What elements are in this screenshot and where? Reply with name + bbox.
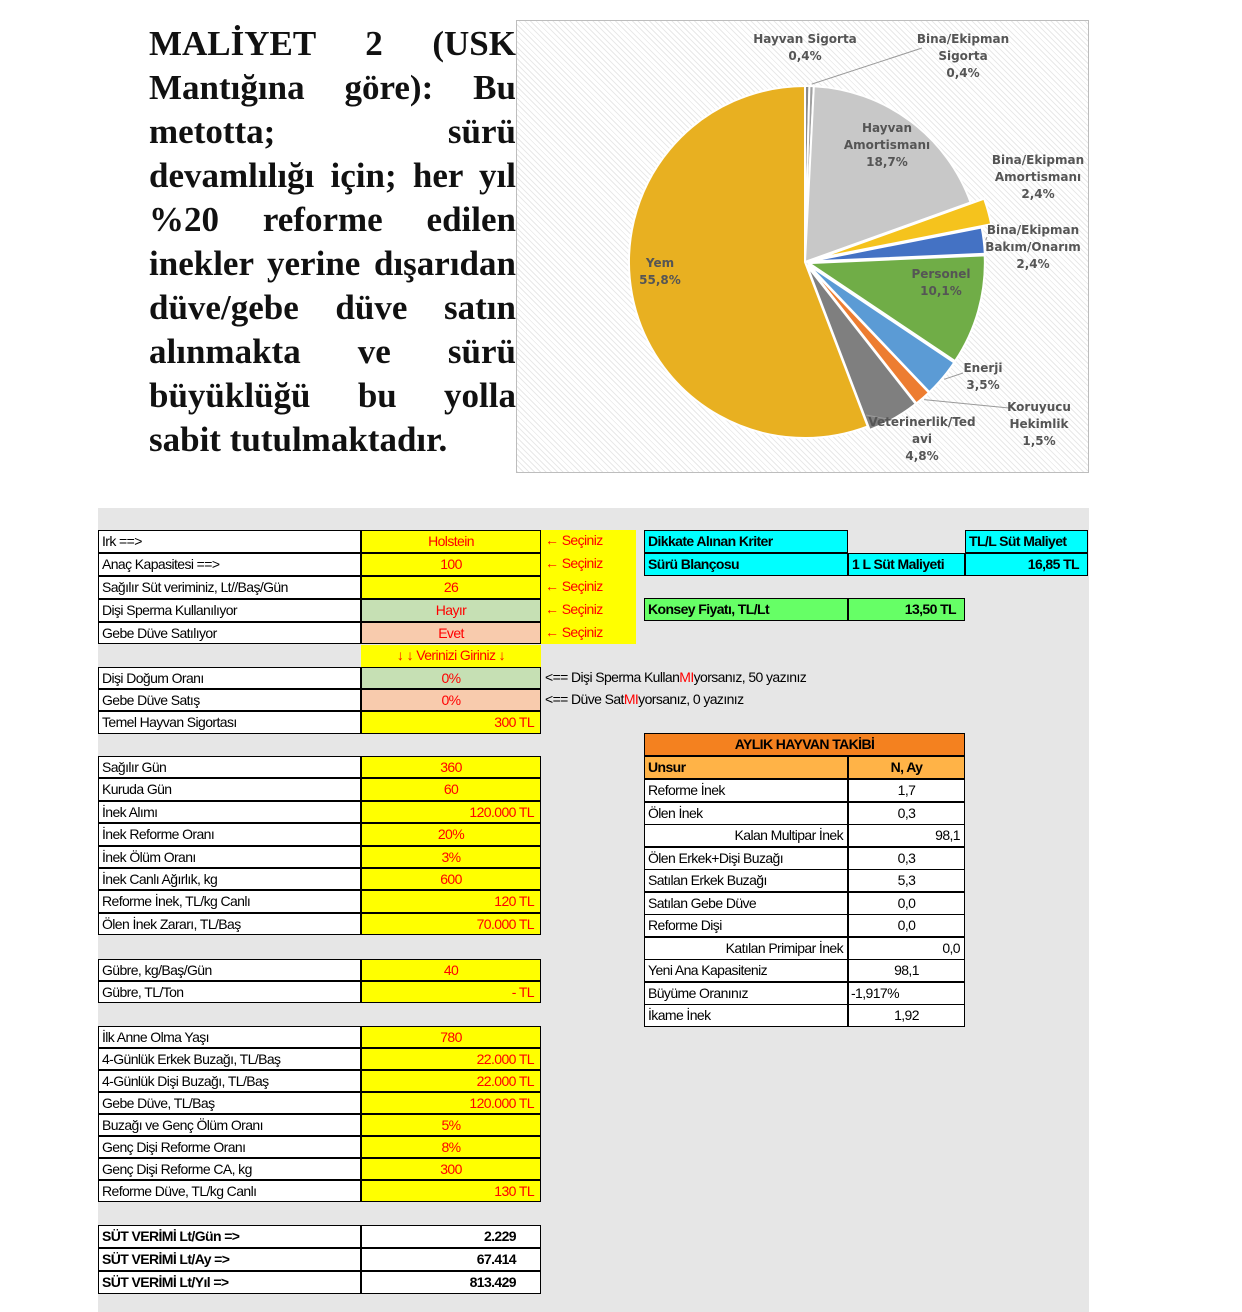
input-label: Reforme Düve, TL/kg Canlı bbox=[98, 1180, 361, 1202]
pie-label: Enerji 3,5% bbox=[963, 361, 1003, 392]
input-label: İnek Ölüm Oranı bbox=[98, 846, 361, 868]
input-label: İnek Alımı bbox=[98, 801, 361, 823]
sexed-semen-select[interactable]: Hayır bbox=[361, 599, 541, 622]
input-label: Dişi Doğum Oranı bbox=[98, 667, 361, 689]
select-hint: ← Seçiniz bbox=[541, 553, 636, 576]
input-label: 4-Günlük Erkek Buzağı, TL/Baş bbox=[98, 1048, 361, 1070]
parameter-input[interactable]: 120.000 TL bbox=[361, 801, 541, 823]
parameter-input[interactable]: 300 bbox=[361, 1158, 541, 1180]
monthly-row-value: 1,7 bbox=[848, 779, 965, 802]
monthly-row-value: 0,0 bbox=[848, 937, 965, 960]
input-label: Gübre, kg/Baş/Gün bbox=[98, 959, 361, 981]
council-price-value: 13,50 TL bbox=[848, 598, 965, 621]
input-label: Gebe Düve Satış bbox=[98, 689, 361, 711]
pie-svg bbox=[517, 21, 1090, 474]
council-price-label: Konsey Fiyatı, TL/Lt bbox=[644, 598, 848, 621]
pie-label: Hayvan Amortismanı 18,7% bbox=[843, 121, 931, 169]
input-label: Temel Hayvan Sigortası bbox=[98, 711, 361, 734]
page-heading: MALİYET 2 (USK Mantığına göre): Bu metotta; sürü devamlılığı için; her yıl %20 reforme edilen inekler yerine dışarıdan düve/gebe düve satın alınmakta ve sürü büyüklüğü bu yolla sabit tutulmaktadır. bbox=[149, 24, 516, 459]
input-label: Dişi Sperma Kullanılıyor bbox=[98, 599, 361, 622]
calculation-sheet bbox=[98, 508, 1089, 1312]
parameter-input[interactable]: 780 bbox=[361, 1026, 541, 1048]
input-label: Gebe Düve Satılıyor bbox=[98, 622, 361, 644]
parameter-input[interactable]: 600 bbox=[361, 868, 541, 890]
parameter-input[interactable]: 20% bbox=[361, 823, 541, 845]
parameter-input[interactable]: 8% bbox=[361, 1136, 541, 1158]
input-label: Reforme İnek, TL/kg Canlı bbox=[98, 890, 361, 912]
input-label: Sağılır Süt veriminiz, Lt//Baş/Gün bbox=[98, 576, 361, 599]
milk-cost-header: TL/L Süt Maliyet bbox=[965, 530, 1088, 553]
input-label: Anaç Kapasitesi ==> bbox=[98, 553, 361, 576]
select-hint: ← Seçiniz bbox=[541, 599, 636, 622]
select-hint: ← Seçiniz bbox=[541, 576, 636, 599]
capacity-select[interactable]: 100 bbox=[361, 553, 541, 576]
input-label: Kuruda Gün bbox=[98, 778, 361, 800]
monthly-row-label: Katılan Primipar İnek bbox=[644, 937, 848, 960]
select-hint: ← Seçiniz bbox=[541, 530, 636, 553]
pie-label: Veterinerlik/Ted avi 4,8% bbox=[868, 415, 976, 463]
insurance-input[interactable]: 300 TL bbox=[361, 711, 541, 734]
input-label: 4-Günlük Dişi Buzağı, TL/Baş bbox=[98, 1070, 361, 1092]
parameter-input[interactable]: - TL bbox=[361, 981, 541, 1003]
enter-data-prompt: ↓ ↓ Verinizi Giriniz ↓ bbox=[361, 645, 541, 667]
parameter-input[interactable]: 3% bbox=[361, 846, 541, 868]
pie-leader-line bbox=[924, 400, 1009, 408]
monthly-row-value: 0,3 bbox=[848, 847, 965, 870]
yield-label: SÜT VERİMİ Lt/Gün => bbox=[98, 1225, 361, 1248]
input-label: Gübre, TL/Ton bbox=[98, 981, 361, 1003]
pie-leader-line bbox=[812, 48, 922, 84]
milk-yield-select[interactable]: 26 bbox=[361, 576, 541, 599]
pie-label: Bina/Ekipman Amortismanı 2,4% bbox=[991, 153, 1085, 201]
pie-label: Hayvan Sigorta 0,4% bbox=[753, 32, 857, 63]
parameter-input[interactable]: 60 bbox=[361, 778, 541, 800]
parameter-input[interactable]: 130 TL bbox=[361, 1180, 541, 1202]
heifer-sale-select[interactable]: Evet bbox=[361, 622, 541, 644]
monthly-row-label: Kalan Multipar İnek bbox=[644, 824, 848, 847]
monthly-row-value: 0,3 bbox=[848, 802, 965, 825]
monthly-row-value: 98,1 bbox=[848, 824, 965, 847]
pie-label: Yem 55,8% bbox=[639, 256, 681, 287]
milk-cost-label: 1 L Süt Maliyeti bbox=[848, 553, 965, 576]
monthly-row-label: Satılan Erkek Buzağı bbox=[644, 869, 848, 892]
instruction-note: <== Dişi Sperma KullanMIyorsanız, 50 yazınız bbox=[545, 669, 807, 685]
pie-label: Bina/Ekipman Bakım/Onarım 2,4% bbox=[985, 223, 1081, 271]
monthly-row-value: 1,92 bbox=[848, 1004, 965, 1027]
instruction-note: <== Düve SatMIyorsanız, 0 yazınız bbox=[545, 691, 744, 707]
breed-select[interactable]: Holstein bbox=[361, 530, 541, 553]
parameter-input[interactable]: 70.000 TL bbox=[361, 913, 541, 935]
pie-label: Personel 10,1% bbox=[911, 267, 971, 298]
input-label: Irk ==> bbox=[98, 530, 361, 553]
yield-value: 813.429 bbox=[361, 1271, 541, 1294]
input-label: Genç Dişi Reforme CA, kg bbox=[98, 1158, 361, 1180]
yield-value: 2.229 bbox=[361, 1225, 541, 1248]
monthly-row-value: 0,0 bbox=[848, 914, 965, 937]
monthly-row-value: 5,3 bbox=[848, 869, 965, 892]
input-label: Genç Dişi Reforme Oranı bbox=[98, 1136, 361, 1158]
pie-label: Bina/Ekipman Sigorta 0,4% bbox=[916, 32, 1010, 80]
parameter-input[interactable]: 22.000 TL bbox=[361, 1070, 541, 1092]
input-label: İlk Anne Olma Yaşı bbox=[98, 1026, 361, 1048]
monthly-row-label: Yeni Ana Kapasiteniz bbox=[644, 959, 848, 982]
input-label: İnek Reforme Oranı bbox=[98, 823, 361, 845]
input-label: Buzağı ve Genç Ölüm Oranı bbox=[98, 1114, 361, 1136]
select-hint: ← Seçiniz bbox=[541, 622, 636, 644]
cost-pie-chart bbox=[516, 20, 1089, 473]
monthly-col-header: N, Ay bbox=[848, 756, 965, 779]
monthly-row-label: Reforme İnek bbox=[644, 779, 848, 802]
parameter-input[interactable]: 40 bbox=[361, 959, 541, 981]
monthly-row-label: Ölen Erkek+Dişi Buzağı bbox=[644, 847, 848, 870]
parameter-input[interactable]: 360 bbox=[361, 756, 541, 778]
criteria-label: Dikkate Alınan Kriter bbox=[644, 530, 848, 553]
parameter-input[interactable]: 120.000 TL bbox=[361, 1092, 541, 1114]
monthly-row-label: Büyüme Oranınız bbox=[644, 982, 848, 1005]
input-label: Sağılır Gün bbox=[98, 756, 361, 778]
parameter-input[interactable]: 5% bbox=[361, 1114, 541, 1136]
yield-label: SÜT VERİMİ Lt/Yıl => bbox=[98, 1271, 361, 1294]
heifer-sale-rate-input[interactable]: 0% bbox=[361, 689, 541, 711]
monthly-row-label: İkame İnek bbox=[644, 1004, 848, 1027]
monthly-row-value: 0,0 bbox=[848, 892, 965, 915]
parameter-input[interactable]: 22.000 TL bbox=[361, 1048, 541, 1070]
milk-cost-value: 16,85 TL bbox=[965, 553, 1088, 576]
monthly-row-label: Ölen İnek bbox=[644, 802, 848, 825]
yield-label: SÜT VERİMİ Lt/Ay => bbox=[98, 1248, 361, 1271]
input-label: Gebe Düve, TL/Baş bbox=[98, 1092, 361, 1114]
monthly-row-label: Satılan Gebe Düve bbox=[644, 892, 848, 915]
input-label: Ölen İnek Zararı, TL/Baş bbox=[98, 913, 361, 935]
monthly-row-value: 98,1 bbox=[848, 959, 965, 982]
monthly-table-title: AYLIK HAYVAN TAKİBİ bbox=[644, 733, 965, 756]
female-birth-rate-input[interactable]: 0% bbox=[361, 667, 541, 689]
monthly-row-label: Reforme Dişi bbox=[644, 914, 848, 937]
yield-value: 67.414 bbox=[361, 1248, 541, 1271]
input-label: İnek Canlı Ağırlık, kg bbox=[98, 868, 361, 890]
pie-label: Koruyucu Hekimlik 1,5% bbox=[1007, 400, 1071, 448]
monthly-col-header: Unsur bbox=[644, 756, 848, 779]
parameter-input[interactable]: 120 TL bbox=[361, 890, 541, 912]
herd-balance-label: Sürü Blançosu bbox=[644, 553, 848, 576]
monthly-row-value: -1,917% bbox=[848, 982, 965, 1005]
